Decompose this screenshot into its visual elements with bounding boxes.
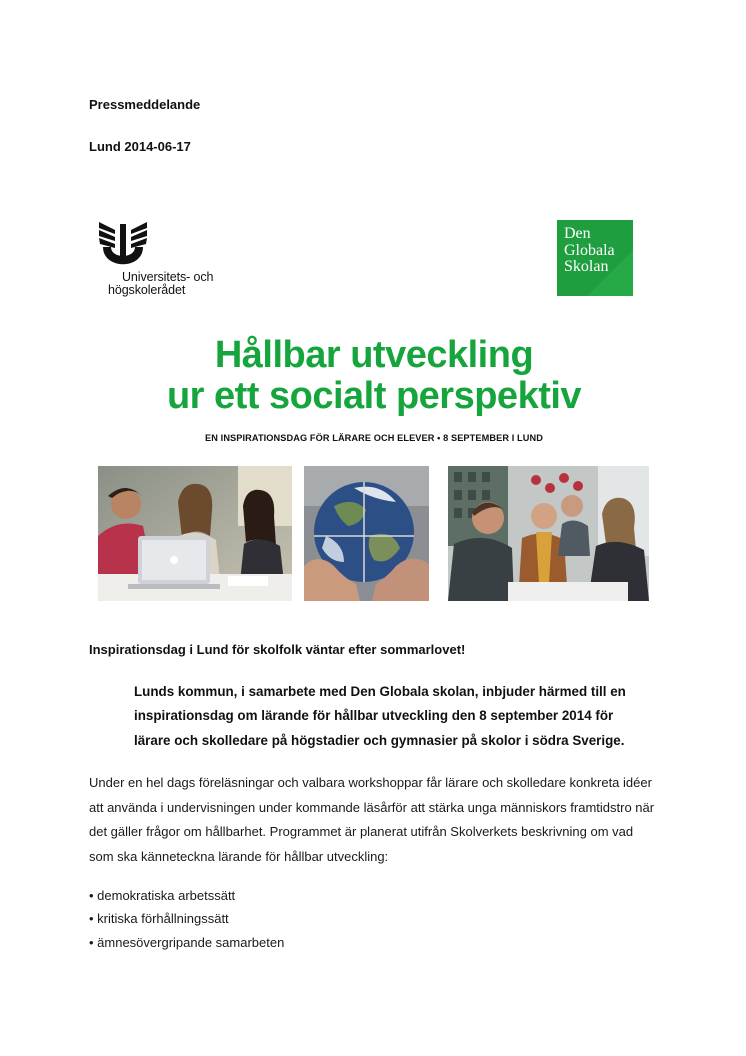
- banner-title: [96, 335, 652, 417]
- uhr-name-line1: Universitets- och: [122, 270, 214, 284]
- list-item: • demokratiska arbetssätt: [89, 888, 236, 903]
- banner-title-line2: ur ett socialt perspektiv: [166, 375, 582, 417]
- list-item: • ämnesövergripande samarbeten: [89, 934, 285, 950]
- document-type: Pressmeddelande: [89, 97, 201, 112]
- den-globala-skolan-logo: [557, 220, 633, 296]
- dgs-diagonal-decoration: [557, 220, 633, 296]
- uhr-emblem-icon: [97, 218, 149, 268]
- list-item: • kritiska förhållningssätt: [89, 911, 229, 927]
- article-lead: Lunds kommun, i samarbete med Den Globala skolan, inbjuder härmed till en inspirationsdag om lärande för hållbar utveckling den 8 september 2014 för lärare och skolledare på högstadier och gymnasier på skolor i södra Sverige.: [134, 684, 626, 748]
- criteria-list: [89, 884, 284, 954]
- article-heading: Inspirationsdag i Lund för skolfolk väntar efter sommarlovet!: [89, 642, 466, 657]
- dgs-line-2: Globala: [564, 241, 615, 259]
- place-date: Lund 2014-06-17: [89, 139, 191, 154]
- banner-subtitle: EN INSPIRATIONSDAG FÖR LÄRARE OCH ELEVER • 8 SEPTEMBER I LUND: [205, 433, 543, 443]
- uhr-logo: [97, 218, 237, 300]
- dgs-line-1: Den: [564, 225, 591, 242]
- article-body: Under en hel dags föreläsningar och valbara workshoppar får lärare och skolledare konkreta idéer att använda i undervisningen under kommande läsårför att stärka unga människors framtidstro när det gäller frågor om hållbarhet. Programmet är planerat utifrån Skolverkets beskrivning om vad som ska känneteckna lärande för hållbar utveckling:: [89, 775, 655, 864]
- photo-students-laptop: [98, 466, 292, 601]
- photo-globe-hands: [304, 466, 429, 601]
- dgs-line-3: Skolan: [564, 258, 609, 275]
- photo-student-group: [448, 466, 649, 601]
- uhr-name-line2: högskolerådet: [108, 283, 186, 297]
- banner-title-line1: Hållbar utveckling: [214, 334, 534, 376]
